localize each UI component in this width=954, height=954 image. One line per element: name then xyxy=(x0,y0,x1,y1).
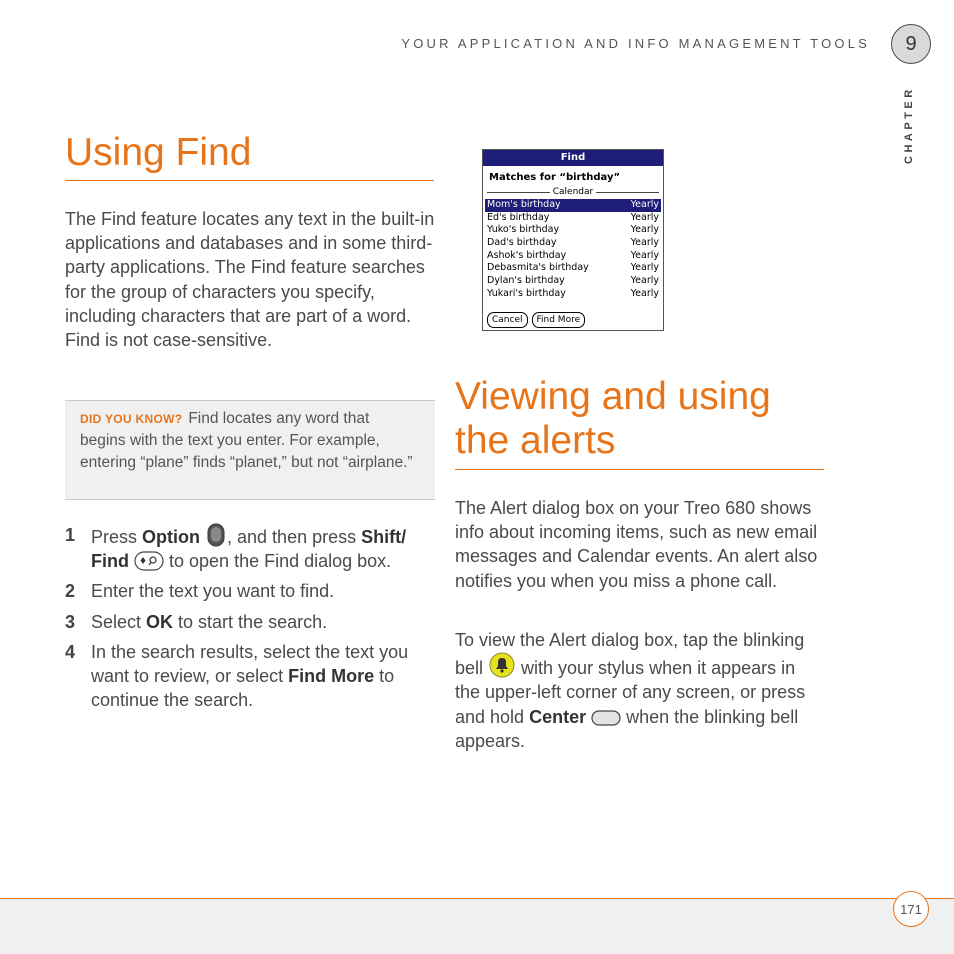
find-dialog-buttons xyxy=(487,312,585,328)
step-text: In the search results, select the text you want to review, or select Find More to continue the search. xyxy=(91,641,409,711)
chapter-label: CHAPTER xyxy=(903,86,915,164)
find-result-row[interactable]: Ashok's birthday Yearly xyxy=(487,249,659,261)
find-result-row[interactable]: Dad's birthday Yearly xyxy=(487,237,659,249)
using-find-intro: The Find feature locates any text in the built-in applications and databases and in some third-party applications. The Find feature searches for the group of characters you specify, including characters that are part of a word. Find is not case-sensitive. xyxy=(65,209,435,351)
alerts-para-2: To view the Alert dialog box, tap the blinking bell with your stylus when it appears in the upper-left corner of any screen, or press and hold Center when the blinking bell appears. xyxy=(455,630,806,751)
step-text: Select OK to start the search. xyxy=(91,611,328,632)
step-number: 1 xyxy=(65,525,76,545)
find-result-row[interactable]: Debasmita's birthday Yearly xyxy=(487,262,659,274)
page-number: 171 xyxy=(893,891,929,927)
tip-text: Find locates any word that begins with the text you enter. For example, entering “plane” finds “planet,” but not “airplane.” xyxy=(80,410,413,471)
find-steps-list xyxy=(65,523,437,718)
find-result-row[interactable]: Mom's birthday Yearly xyxy=(487,199,659,210)
find-result-row[interactable]: Dylan's birthday Yearly xyxy=(487,275,659,287)
heading-rule xyxy=(65,180,434,181)
running-head: YOUR APPLICATION AND INFO MANAGEMENT TOOLS xyxy=(401,36,870,51)
cancel-button[interactable]: Cancel xyxy=(487,312,528,328)
find-dialog-section: Calendar xyxy=(483,187,663,198)
step-text: Press Option , and then press Shift/ Find to open the Find dialog box. xyxy=(91,523,437,573)
step-number: 4 xyxy=(65,641,76,662)
find-results-list xyxy=(485,199,661,301)
step-4 xyxy=(65,640,437,713)
find-result-row[interactable]: Yuko's birthday Yearly xyxy=(487,224,659,236)
step-2 xyxy=(65,579,437,603)
bell-icon xyxy=(488,652,516,678)
find-dialog-screenshot xyxy=(482,149,664,331)
step-3 xyxy=(65,610,437,634)
center-key-icon xyxy=(591,709,621,727)
chapter-number: 9 xyxy=(905,32,917,55)
page-footer-band xyxy=(0,898,954,954)
alerts-heading-rule xyxy=(455,469,824,470)
alerts-heading: Viewing and using the alerts xyxy=(455,375,771,462)
find-more-button[interactable]: Find More xyxy=(532,312,586,328)
did-you-know-box xyxy=(65,400,435,500)
alerts-para-1: The Alert dialog box on your Treo 680 shows info about incoming items, such as new email messages and Calendar events. An alert also notifies you when you miss a phone call. xyxy=(455,498,818,591)
using-find-heading: Using Find xyxy=(65,131,252,174)
option-key-icon xyxy=(205,523,227,547)
shift-find-key-icon xyxy=(134,551,164,571)
find-dialog-matches: Matches for “birthday” xyxy=(489,172,621,183)
find-dialog-title: Find xyxy=(483,150,663,166)
chapter-number-badge xyxy=(891,24,931,64)
step-1 xyxy=(65,523,437,573)
step-text: Enter the text you want to find. xyxy=(91,581,335,602)
find-result-row[interactable]: Ed's birthday Yearly xyxy=(487,211,659,223)
step-number: 3 xyxy=(65,611,76,632)
find-result-row[interactable]: Yukari's birthday Yearly xyxy=(487,287,659,299)
step-number: 2 xyxy=(65,581,76,602)
tip-label: DID YOU KNOW? xyxy=(80,412,183,426)
